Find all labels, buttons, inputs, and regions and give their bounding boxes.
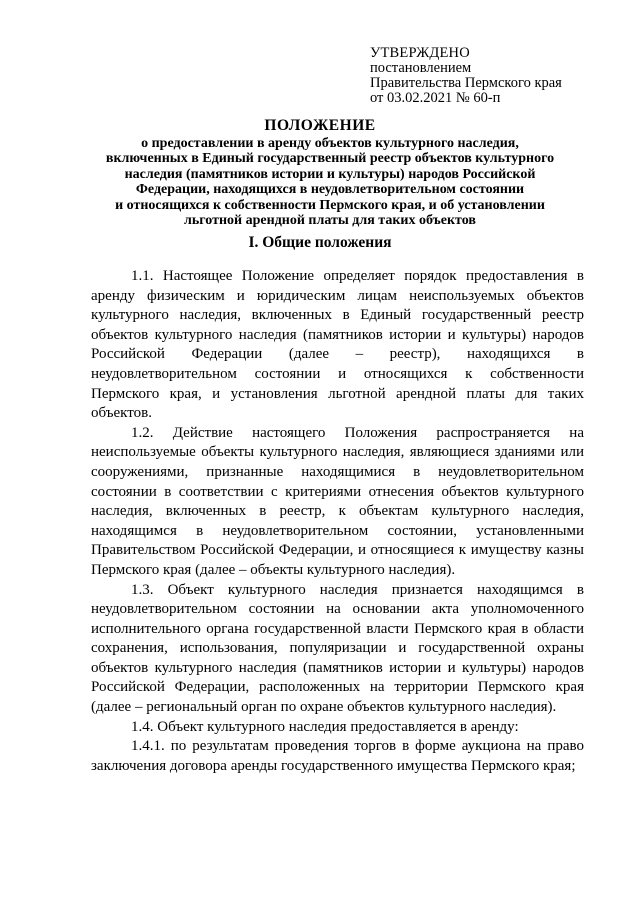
subtitle-line: наследия (памятников истории и культуры) народов Российской (124, 166, 536, 182)
approval-date-number: от 03.02.2021 № 60-п (370, 90, 501, 106)
subtitle-line: о предоставлении в аренду объектов культурного наследия, (141, 136, 519, 151)
approval-line: Правительства Пермского края (370, 75, 562, 91)
paragraph-1-4: 1.4. Объект культурного наследия предоставляется в аренду: (131, 718, 519, 735)
subtitle-line: и относящихся к собственности Пермского края, и об установлении (115, 197, 545, 213)
subtitle-line: включенных в Единый государственный реестр объектов культурного (105, 151, 555, 167)
document-subtitle (70, 136, 590, 228)
paragraph-1-2: 1.2. Действие настоящего Положения распространяется на неиспользуемые объекты культурного наследия, являющиеся зданиями или сооружениями, признанные находящимися в неудовлетворительном состоянии в соответствии с критериями отнесения объектов культурного наследия, включенных в реестр, к объектам культурного наследия, находящимся в неудовлетворительном состоянии, установленными Правительством Российской Федерации, и относящиеся к имуществу казны Пермского края (далее – объекты культурного наследия). (91, 424, 584, 578)
paragraph-1-4-1: 1.4.1. по результатам проведения торгов в форме аукциона на право заключения договора аренды государственного имущества Пермского края; (91, 738, 584, 774)
paragraph-1-3: 1.3. Объект культурного наследия признается находящимся в неудовлетворительном состоянии на основании акта уполномоченного исполнительного органа государственной власти Пермского края в области сохранения, использования, популяризации и государственной охраны объектов культурного наследия (памятников истории и культуры) народов Российской Федерации, расположенных на территории Пермского края (далее – региональный орган по охране объектов культурного наследия). (91, 581, 584, 716)
paragraph-1-1: 1.1. Настоящее Положение определяет порядок предоставления в аренду физическим и юридическим лицам неиспользуемых объектов культурного наследия, включенных в Единый государственный реестр объектов культурного наследия (памятников истории и культуры) народов Российской Федерации (далее – реестр), находящихся в неудовлетворительном состоянии и относящихся к собственности Пермского края, и установления льготной арендной платы для таких объектов. (91, 268, 584, 422)
subtitle-line: льготной арендной платы для таких объектов (184, 213, 476, 229)
document-title: ПОЛОЖЕНИЕ (264, 117, 376, 134)
subtitle-line: Федерации, находящихся в неудовлетворительном состоянии (135, 182, 525, 198)
approval-line: постановлением (370, 60, 472, 76)
approval-heading: УТВЕРЖДЕНО (370, 45, 470, 61)
approval-stamp (370, 46, 562, 106)
section-heading: I. Общие положения (248, 234, 392, 251)
document-body (91, 267, 584, 776)
